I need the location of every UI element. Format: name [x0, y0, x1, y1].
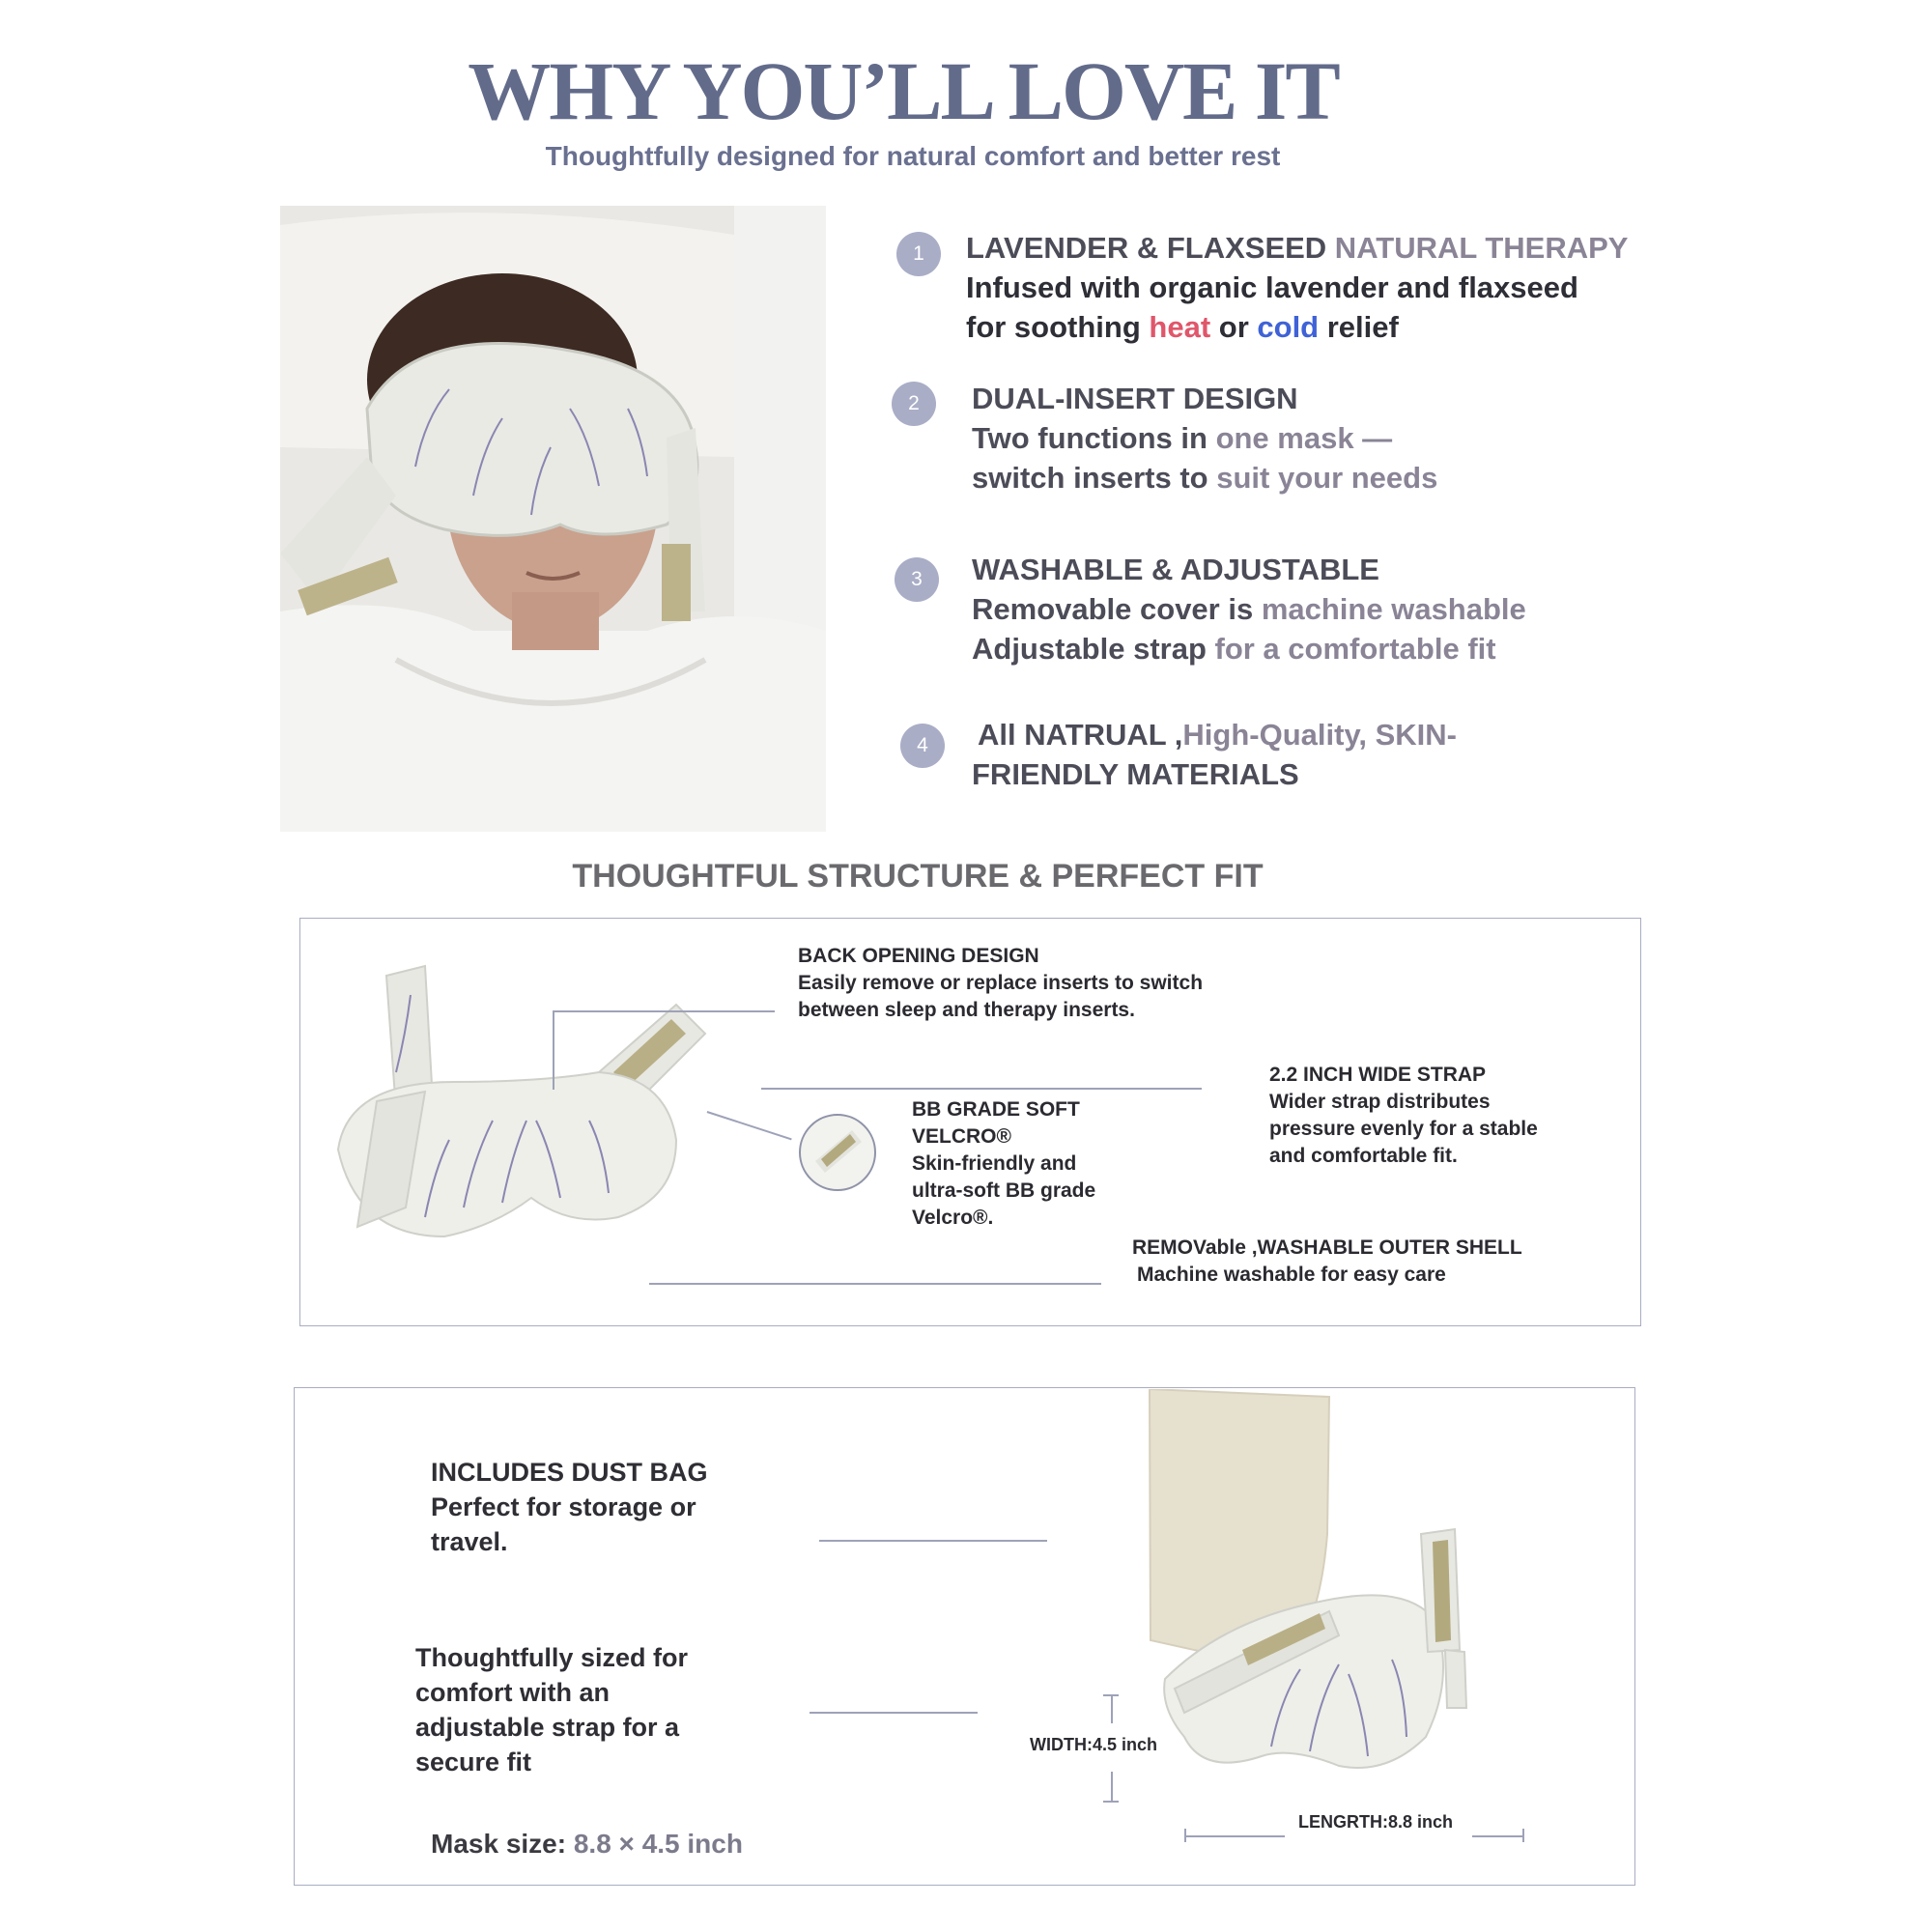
feature-natural-therapy [966, 228, 1700, 347]
strap-label: 2.2 INCH WIDE STRAP Wider strap distributes pressure evenly for a stable and comfortable fit. [1269, 1064, 1538, 1167]
feature-number-badge: 3 [895, 557, 939, 602]
leader-line [810, 1712, 978, 1714]
width-dimension-line [1111, 1772, 1113, 1801]
length-label: LENGRTH:8.8 inch [1298, 1812, 1454, 1832]
leader-line [649, 1283, 1101, 1285]
leader-line [761, 1088, 1202, 1090]
length-dimension-line [1472, 1835, 1522, 1837]
dimension-tick [1184, 1829, 1186, 1842]
feature-line: Two functions in one mask — [972, 421, 1393, 455]
feature-materials [972, 715, 1712, 794]
cold-word: cold [1257, 310, 1320, 344]
feature-heading: DUAL-INSERT DESIGN [972, 382, 1298, 415]
width-dimension-line [1111, 1694, 1113, 1723]
page-subtitle: Thoughtfully designed for natural comfort and better rest [545, 141, 1281, 171]
leader-line [553, 1010, 554, 1090]
leader-line [819, 1540, 1047, 1542]
feature-line: Infused with organic lavender and flaxseed [966, 270, 1578, 304]
back-opening-label: BACK OPENING DESIGN Easily remove or replace inserts to switch between sleep and therapy inserts. [798, 945, 1204, 1021]
mask-size-text: Mask size: 8.8 × 4.5 inch [431, 1829, 743, 1859]
dust-bag-text: INCLUDES DUST BAG Perfect for storage or travel. [431, 1458, 708, 1556]
dust-bag-illustration [1146, 1389, 1532, 1814]
woman-with-eye-mask-photo [280, 206, 826, 832]
velcro-closeup-icon [798, 1113, 877, 1192]
velcro-label: BB GRADE SOFT VELCRO® Skin-friendly and ultra-soft BB grade Velcro®. [912, 1098, 1096, 1229]
dimension-tick [1103, 1694, 1119, 1696]
feature-washable [972, 550, 1706, 668]
structure-section-title: THOUGHTFUL STRUCTURE & PERFECT FIT [572, 858, 1264, 895]
feature-heading: WASHABLE & ADJUSTABLE [972, 553, 1379, 586]
length-dimension-line [1184, 1835, 1285, 1837]
page-title: WHY YOU’LL LOVE IT [468, 44, 1339, 137]
feature-line: All NATRUAL ,High-Quality, SKIN- [978, 718, 1457, 752]
heat-word: heat [1149, 310, 1211, 344]
dust-bag-svg [1146, 1389, 1532, 1814]
feature-number-badge: 1 [896, 232, 941, 276]
feature-number-badge: 4 [900, 724, 945, 768]
width-label: WIDTH:4.5 inch [1030, 1735, 1158, 1754]
velcro-circle-svg [798, 1113, 877, 1192]
feature-heading: LAVENDER & FLAXSEED NATURAL THERAPY [966, 231, 1629, 265]
feature-line: for soothing heat or cold relief [966, 310, 1399, 344]
dimension-tick [1522, 1829, 1524, 1842]
sizing-text: Thoughtfully sized for comfort with an adjustable strap for a secure fit [415, 1643, 688, 1776]
feature-line: FRIENDLY MATERIALS [972, 757, 1299, 791]
photo-illustration [280, 206, 826, 832]
feature-line: Adjustable strap for a comfortable fit [972, 632, 1496, 666]
feature-line: Removable cover is machine washable [972, 592, 1526, 626]
leader-line [553, 1010, 775, 1012]
feature-dual-insert [972, 379, 1706, 497]
feature-line: switch inserts to suit your needs [972, 461, 1438, 495]
dimension-tick [1103, 1801, 1119, 1803]
feature-number-badge: 2 [892, 382, 936, 426]
eye-mask-icon [319, 956, 734, 1285]
mask-illustration [319, 956, 734, 1285]
outer-shell-label: REMOVable ,WASHABLE OUTER SHELL Machine washable for easy care [1132, 1236, 1522, 1286]
